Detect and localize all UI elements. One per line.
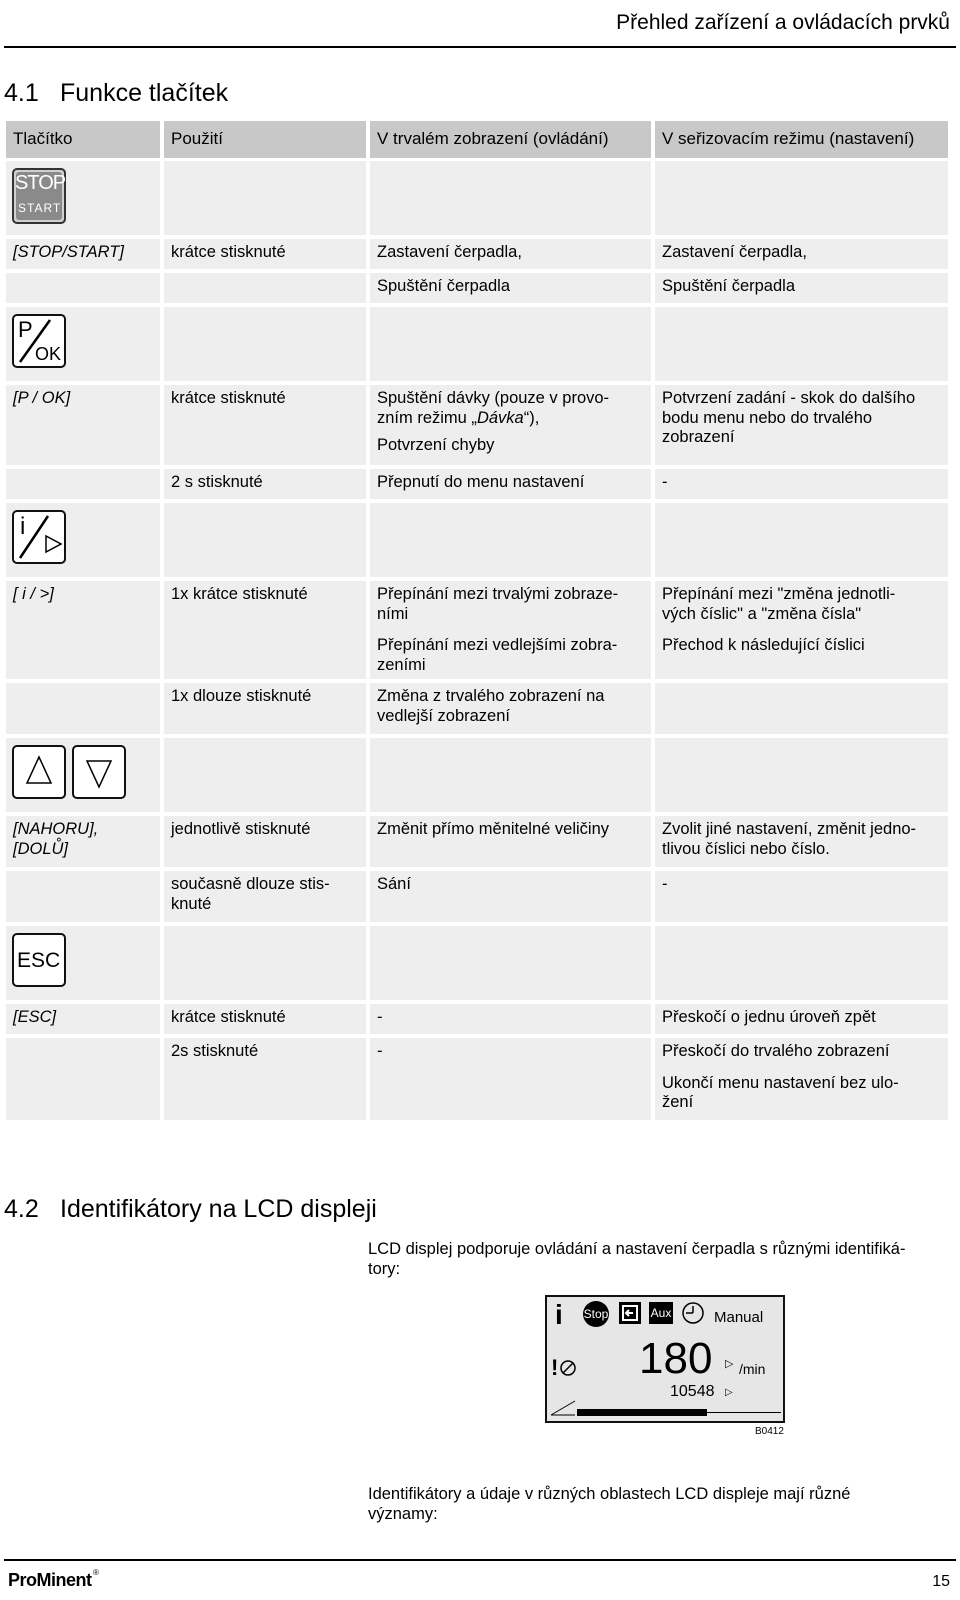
table-cell: Přeskočí o jednu úroveň zpět (655, 1004, 948, 1034)
table-cell: - (370, 1038, 651, 1120)
table-cell (164, 307, 366, 381)
aux-icon: Aux (649, 1302, 673, 1324)
stop-start-button-icon (12, 168, 66, 224)
paragraph-line: LCD displej podporuje ovládání a nastavení čerpadla s různými identifiká- (368, 1240, 906, 1258)
cell-line: Přepínání mezi trvalými zobraze- (377, 585, 619, 603)
registered-mark: ® (93, 1568, 99, 1577)
paragraph-line: tory: (368, 1260, 401, 1278)
table-cell: jednotlivě stisknuté (164, 816, 366, 867)
table-cell (655, 926, 948, 1000)
table-cell (370, 307, 651, 381)
paragraph-line: významy: (368, 1505, 438, 1523)
section-number: 4.2 (4, 1195, 39, 1223)
table-cell: Změnit přímo měnitelné veličiny (370, 816, 651, 867)
up-button-icon (12, 745, 66, 799)
section-title: Funkce tlačítek (60, 79, 229, 107)
cell-line: Zvolit jiné nastavení, změnit jedno- (662, 820, 917, 838)
table-cell (655, 581, 948, 679)
stroke-icon: ▷ (725, 1358, 734, 1370)
table-cell (164, 161, 366, 235)
paragraph-line: Identifikátory a údaje v různých oblastech LCD displeje mají různé (368, 1485, 851, 1503)
page-header (4, 0, 956, 48)
cell-line: Přepínání mezi vedlejšími zobra- (377, 636, 618, 654)
figure-id: B0412 (755, 1426, 784, 1437)
page-header-title: Přehled zařízení a ovládacích prvků (616, 11, 950, 34)
table-header-cell: V seřizovacím režimu (nastavení) (655, 121, 948, 158)
table-cell (655, 1038, 948, 1120)
p-ok-button-icon (12, 314, 66, 368)
esc-label: ESC (17, 949, 61, 972)
info-icon: i (555, 1299, 563, 1330)
i-label: i (20, 513, 26, 540)
table-cell (6, 871, 160, 922)
table-cell: 1x krátce stisknuté (164, 581, 366, 679)
start-label: START (18, 201, 62, 215)
table-cell (370, 503, 651, 577)
cell-line: zobrazení (662, 428, 735, 446)
cell-line: tlivou číslici nebo číslo. (662, 839, 830, 858)
cell-line: současně dlouze stis- (171, 875, 330, 893)
table-cell (164, 926, 366, 1000)
lcd-display-figure (545, 1295, 785, 1423)
table-cell (655, 683, 948, 734)
cell-line: vedlejší zobrazení (377, 706, 510, 725)
table-cell: krátce stisknuté (164, 239, 366, 269)
stop-label: STOP (15, 172, 66, 194)
table-cell (655, 816, 948, 867)
up-arrow-icon (14, 747, 64, 797)
table-cell (164, 871, 366, 922)
cell-line: bodu menu nebo do trvalého (662, 408, 873, 427)
table-cell: Zastavení čerpadla, (370, 239, 651, 269)
page-number: 15 (932, 1573, 950, 1590)
progress-bar-fill (577, 1409, 707, 1416)
table-cell (370, 385, 651, 465)
error-state-icon (559, 1359, 577, 1377)
cell-line: Změna z trvalého zobrazení na (377, 687, 605, 705)
cell-line: [NAHORU], (13, 820, 99, 838)
cell-line: ními (377, 604, 409, 623)
prominent-logo: ProMinent (8, 1570, 92, 1590)
cell-line: Přechod k následující číslici (662, 636, 865, 654)
table-header-cell: Použití (164, 121, 366, 158)
intro-paragraph (368, 1239, 905, 1279)
cell-line: zeními (377, 655, 426, 674)
table-cell (370, 581, 651, 679)
down-arrow-icon (74, 747, 124, 797)
table-cell: Spuštění čerpadla (655, 273, 948, 303)
ok-label: OK (35, 344, 62, 364)
table-cell (6, 1038, 160, 1120)
cell-line: žení (662, 1093, 694, 1111)
stroke-rate-value: 180 (639, 1334, 713, 1383)
section-number: 4.1 (4, 79, 39, 107)
cell-line: zním režimu „Dávka“), (377, 408, 540, 427)
slash-triangle-icon (14, 512, 64, 562)
table-cell-key: [ i / >] (6, 581, 160, 679)
table-cell: krátce stisknuté (164, 1004, 366, 1034)
slash-icon (14, 316, 64, 366)
table-cell: - (655, 469, 948, 499)
ramp-icon (549, 1397, 577, 1417)
table-cell-key (6, 816, 160, 867)
rate-unit: /min (739, 1361, 766, 1377)
clock-icon (681, 1301, 705, 1325)
operating-mode-label: Manual (714, 1309, 764, 1326)
cell-line: Potvrzení zadání - skok do dalšího (662, 389, 916, 407)
cell-line: Přeskočí do trvalého zobrazení (662, 1042, 890, 1060)
table-cell-key: [STOP/START] (6, 239, 160, 269)
cell-line: Potvrzení chyby (377, 436, 495, 454)
table-cell (370, 683, 651, 734)
identifiers-paragraph (368, 1484, 850, 1524)
table-cell (370, 738, 651, 812)
warning-icon: ! (551, 1355, 559, 1380)
table-cell (655, 738, 948, 812)
section-heading-4-1 (4, 79, 228, 108)
stroke-counter: 10548 (670, 1383, 715, 1400)
table-cell: Sání (370, 871, 651, 922)
table-cell: 1x dlouze stisknuté (164, 683, 366, 734)
table-cell: - (370, 1004, 651, 1034)
section-title: Identifikátory na LCD displeji (60, 1195, 377, 1223)
progress-bar-track (707, 1412, 781, 1413)
table-cell (164, 503, 366, 577)
cell-line: knuté (171, 894, 212, 913)
table-cell: Spuštění čerpadla (370, 273, 651, 303)
footer-rule (4, 1559, 956, 1561)
cell-line: Spuštění dávky (pouze v provo- (377, 389, 610, 407)
section-heading-4-2 (4, 1195, 377, 1224)
table-cell: 2 s stisknuté (164, 469, 366, 499)
table-cell: - (655, 871, 948, 922)
info-next-button-icon (12, 510, 66, 564)
table-cell (6, 683, 160, 734)
table-cell (655, 385, 948, 465)
table-cell (370, 161, 651, 235)
table-cell-key: [P / OK] (6, 385, 160, 465)
table-cell (164, 738, 366, 812)
table-header-cell: Tlačítko (6, 121, 160, 158)
table-cell: 2s stisknuté (164, 1038, 366, 1120)
table-cell (655, 503, 948, 577)
table-cell (370, 926, 651, 1000)
cell-line: Přepínání mezi "změna jednotli- (662, 585, 896, 603)
external-input-icon (619, 1302, 641, 1324)
down-button-icon (72, 745, 126, 799)
table-cell: Přepnutí do menu nastavení (370, 469, 651, 499)
table-header-cell: V trvalém zobrazení (ovládání) (370, 121, 651, 158)
table-cell (655, 307, 948, 381)
table-cell (164, 273, 366, 303)
p-label: P (18, 317, 33, 342)
cell-line: [DOLŮ] (13, 839, 69, 858)
table-cell (6, 273, 160, 303)
table-cell (6, 469, 160, 499)
table-cell: Zastavení čerpadla, (655, 239, 948, 269)
table-cell (655, 161, 948, 235)
stroke-icon: ▷ (725, 1387, 733, 1398)
cell-line: vých číslic" a "změna čísla" (662, 604, 862, 623)
table-cell: krátce stisknuté (164, 385, 366, 465)
cell-line: Ukončí menu nastavení bez ulo- (662, 1073, 899, 1092)
table-cell-key: [ESC] (6, 1004, 160, 1034)
esc-button-icon (12, 933, 66, 987)
stop-icon: Stop (583, 1301, 609, 1327)
